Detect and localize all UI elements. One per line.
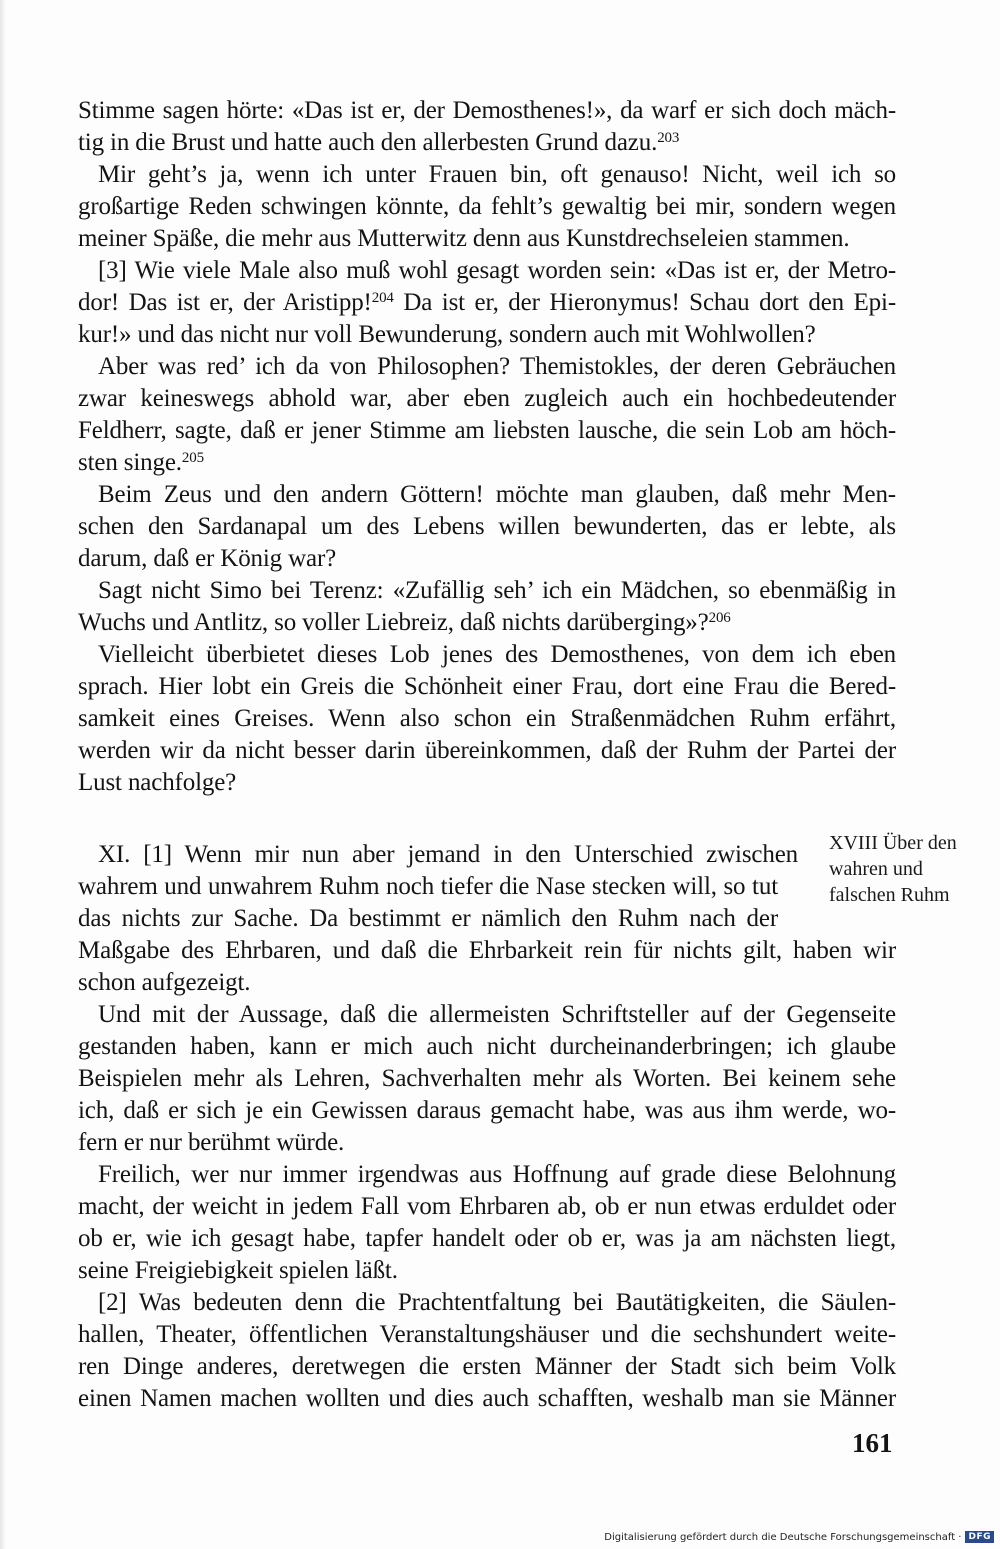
text-line (78, 511, 896, 543)
scan-edge (0, 0, 6, 1549)
line-text: Aber was red’ ich da von Philosophen? Themistokles, der deren Gebräuchen (98, 353, 896, 380)
text-line (78, 543, 896, 575)
text-column (78, 95, 896, 1415)
text-line (78, 287, 896, 319)
line-text: großartige Reden schwingen könnte, da fehlt’s gewaltig bei mir, sondern wegen (78, 193, 896, 220)
line-text: darum, daß er König war? (78, 545, 337, 572)
marginal-note-line: XVIII Über den (829, 832, 957, 854)
line-text: tig in die Brust und hatte auch den allerbesten Grund dazu. (78, 129, 658, 156)
line-text: werden wir da nicht besser darin übereinkommen, daß der Ruhm der Partei der (78, 737, 896, 764)
paragraph (78, 479, 896, 575)
text-line (78, 1095, 896, 1127)
text-line (78, 223, 896, 255)
line-text: [2] Was bedeuten denn die Prachtentfaltung bei Bautätigkeiten, die Säulen- (98, 1289, 896, 1316)
page-number: 161 (852, 1428, 893, 1458)
text-line (78, 1319, 896, 1351)
paragraph (78, 999, 896, 1159)
text-line (78, 767, 896, 799)
marginal-note-line: falschen Ruhm (829, 884, 950, 906)
text-line (78, 319, 896, 351)
line-text: Mir geht’s ja, wenn ich unter Frauen bin, oft genauso! Nicht, weil ich so (98, 161, 896, 188)
line-text: sprach. Hier lobt ein Greis die Schönheit einer Frau, dort eine Frau die Bered- (78, 673, 896, 700)
line-text: Vielleicht überbietet dieses Lob jenes des Demosthenes, von dem ich eben (98, 641, 896, 668)
text-line (78, 639, 896, 671)
text-line (78, 127, 896, 159)
text-line (78, 383, 896, 415)
text-line (78, 703, 896, 735)
text-line (78, 607, 896, 639)
line-text: einen Namen machen wollten und dies auch schafften, weshalb man sie Männer (78, 1385, 896, 1412)
text-line (78, 999, 896, 1031)
line-text: samkeit eines Greises. Wenn also schon ein Straßenmädchen Ruhm erfährt, (78, 705, 896, 732)
line-text: fern er nur berühmt würde. (78, 1129, 345, 1156)
text-line (78, 1287, 896, 1319)
marginal-note-line: wahren und (829, 858, 923, 880)
line-text: kur!» und das nicht nur voll Bewunderung, sondern auch mit Wohlwollen? (78, 321, 816, 348)
text-line (78, 351, 896, 383)
text-line (78, 479, 896, 511)
footnote-marker: 204 (371, 290, 394, 306)
body-text-section-xi (78, 839, 896, 1415)
text-line (78, 967, 896, 999)
line-text: macht, der weicht in jedem Fall vom Ehrbaren ab, ob er nun etwas erduldet oder (78, 1193, 896, 1220)
text-line (78, 575, 896, 607)
line-text: schon aufgezeigt. (78, 969, 251, 996)
line-text: ob er, wie ich gesagt habe, tapfer handelt oder ob er, was ja am nächsten liegt, (78, 1225, 896, 1252)
footer-text: Digitalisierung gefördert durch die Deutsche Forschungsgemeinschaft · (604, 1531, 962, 1543)
line-text: Beim Zeus und den andern Göttern! möchte man glauben, daß mehr Men- (98, 481, 896, 508)
paragraph (78, 639, 896, 799)
paragraph (78, 1159, 896, 1287)
footnote-marker: 206 (708, 610, 731, 626)
line-text: Wuchs und Antlitz, so voller Liebreiz, daß nichts darüberging»? (78, 609, 709, 636)
paragraph (78, 575, 896, 639)
line-text: sten singe. (78, 449, 182, 476)
line-text: ren Dinge anderes, deretwegen die ersten Männer der Stadt sich beim Volk (78, 1353, 896, 1380)
text-line (78, 1255, 896, 1287)
text-line (78, 1383, 896, 1415)
line-text: das nichts zur Sache. Da bestimmt er nämlich den Ruhm nach der (78, 905, 778, 932)
body-text-upper (78, 95, 896, 799)
line-text: dor! Das ist er, der Aristipp! (78, 289, 372, 316)
paragraph (78, 95, 896, 159)
text-line (78, 1063, 896, 1095)
line-text: ich, daß er sich je ein Gewissen daraus gemacht habe, was aus ihm werde, wo- (78, 1097, 896, 1124)
line-text-continued: Da ist er, der Hieronymus! Schau dort den Epi- (393, 289, 896, 316)
text-line (78, 871, 778, 903)
text-line (78, 1223, 896, 1255)
text-line (78, 671, 896, 703)
line-text: Stimme sagen hörte: «Das ist er, der Demosthenes!», da warf er sich doch mäch- (78, 97, 896, 124)
line-text: hallen, Theater, öffentlichen Veranstaltungshäuser und die sechshundert weite- (78, 1321, 896, 1348)
text-line (78, 1031, 896, 1063)
text-line (78, 95, 896, 127)
line-text: Maßgabe des Ehrbaren, und daß die Ehrbarkeit rein für nichts gilt, haben wir (78, 937, 896, 964)
paragraph (78, 255, 896, 351)
line-text: Sagt nicht Simo bei Terenz: «Zufällig seh’ ich ein Mädchen, so ebenmäßig in (98, 577, 896, 604)
line-text: Feldherr, sagte, daß er jener Stimme am liebsten lausche, die sein Lob am höch- (78, 417, 896, 444)
text-line (78, 903, 778, 935)
section-gap (78, 799, 896, 839)
line-text: seine Freigiebigkeit spielen läßt. (78, 1257, 398, 1284)
line-text: Lust nachfolge? (78, 769, 237, 796)
text-line (78, 159, 896, 191)
text-line (78, 1351, 896, 1383)
text-line (78, 191, 896, 223)
text-line (78, 1127, 896, 1159)
line-text: [3] Wie viele Male also muß wohl gesagt worden sein: «Das ist er, der Metro- (98, 257, 896, 284)
marginal-note (829, 830, 994, 908)
paragraph (78, 839, 896, 999)
text-line (78, 839, 798, 871)
text-line (78, 935, 896, 967)
line-text: wahrem und unwahrem Ruhm noch tiefer die Nase stecken will, so tut (78, 873, 778, 900)
line-text: schen den Sardanapal um des Lebens willen bewunderten, das er lebte, als (78, 513, 896, 540)
line-text: gestanden haben, kann er mich auch nicht durcheinanderbringen; ich glaube (78, 1033, 896, 1060)
text-line (78, 735, 896, 767)
text-line (78, 255, 896, 287)
line-text: XI. [1] Wenn mir nun aber jemand in den Unterschied zwischen (98, 841, 798, 868)
paragraph (78, 159, 896, 255)
footer-credit (604, 1531, 994, 1543)
footnote-marker: 203 (657, 130, 680, 146)
paragraph (78, 1287, 896, 1415)
paragraph (78, 351, 896, 479)
line-text: zwar keineswegs abhold war, aber eben zugleich auch ein hochbedeutender (78, 385, 896, 412)
footnote-marker: 205 (181, 450, 204, 466)
line-text: Und mit der Aussage, daß die allermeisten Schriftsteller auf der Gegenseite (98, 1001, 896, 1028)
text-line (78, 1191, 896, 1223)
line-text: Beispielen mehr als Lehren, Sachverhalten mehr als Worten. Bei keinem sehe (78, 1065, 896, 1092)
text-line (78, 447, 896, 479)
text-line (78, 1159, 896, 1191)
line-text: Freilich, wer nur immer irgendwas aus Hoffnung auf grade diese Belohnung (98, 1161, 896, 1188)
text-line (78, 415, 896, 447)
line-text: meiner Späße, die mehr aus Mutterwitz denn aus Kunstdrechseleien stammen. (78, 225, 850, 252)
dfg-logo: DFG (965, 1531, 994, 1543)
